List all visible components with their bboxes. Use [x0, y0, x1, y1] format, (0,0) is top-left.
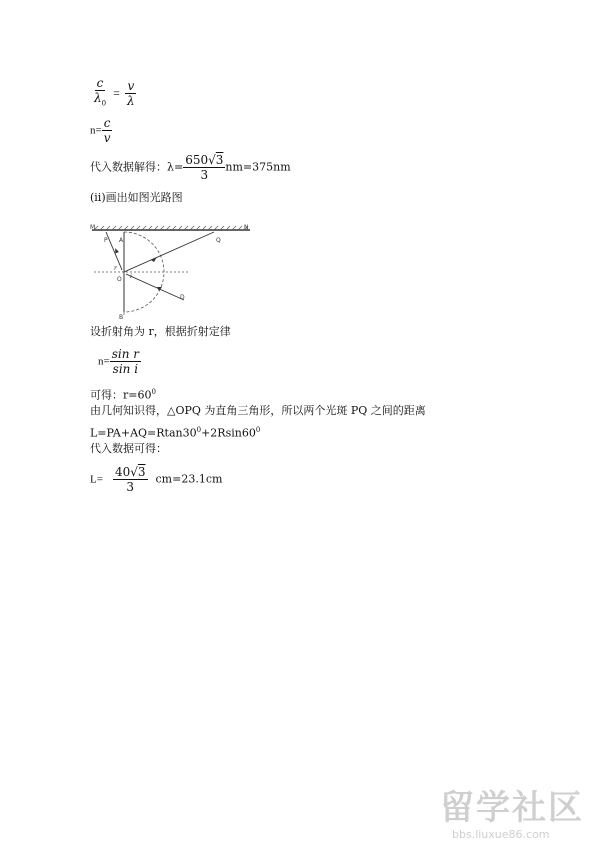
line3-denominator: 3 [200, 168, 209, 182]
eq1-equals: = [113, 86, 120, 101]
eq4-num-coef: 40 [114, 465, 131, 479]
label-q: Q [216, 237, 221, 244]
line-angle-result [90, 385, 156, 403]
eq1-lambda0: λ [94, 91, 102, 105]
line-wavelength-result: 代入数据解得：λ= $\frac{650√3}{3}$ nm=375nm [90, 153, 291, 182]
line-distance-formula [90, 423, 260, 441]
line6-prefix: 可得：r=60 [90, 388, 152, 402]
eq1-denominator-lambda: λ [127, 93, 135, 108]
line6-degree-sup: 0 [151, 388, 156, 396]
light-path-diagram [88, 220, 254, 320]
eq4-prefix: L= [90, 473, 103, 486]
line8-part2: +2Rsin60 [201, 426, 256, 440]
line-refraction-law: 设折射角为 r，根据折射定律 [90, 325, 231, 338]
eq2-numerator: c [103, 116, 111, 130]
line3-num-root: 3 [215, 153, 224, 167]
line-substitute: 代入数据可得： [90, 442, 167, 455]
equation-distance-result: L= $\frac{40√3}{3}$ cm=23.1cm [90, 465, 223, 494]
line8-part1: L=PA+AQ=Rtan30 [90, 426, 197, 440]
line8-sup2: 0 [255, 426, 261, 434]
eq3-numerator: sin r [111, 347, 139, 361]
line3-num-coef: 650 [185, 153, 209, 167]
line-draw-diagram: (ⅱ)画出如图光路图 [90, 191, 183, 204]
eq1-lambda0-subscript: 0 [101, 99, 107, 108]
eq2-prefix: n= [90, 124, 102, 137]
equation-refractive-index [90, 116, 113, 145]
line-geometry: 由几何知识得，△OPQ 为直角三角形，所以两个光斑 PQ 之间的距离 [90, 404, 426, 417]
watermark-logo: 留学社区 [440, 788, 584, 828]
label-m: M [90, 224, 96, 231]
eq2-denominator: v [103, 131, 111, 145]
ray-o-to-d [126, 274, 184, 300]
eq4-denominator: 3 [126, 480, 135, 494]
label-i: i [130, 273, 132, 280]
label-d: D [180, 294, 185, 301]
equation-wavelength-ratio [92, 76, 137, 110]
eq3-prefix: n= [98, 355, 110, 368]
eq1-numerator-c: c [96, 76, 104, 90]
line3-prefix: 代入数据解得：λ= [90, 160, 184, 174]
line8-sup1: 0 [196, 426, 202, 434]
label-r: r [114, 265, 117, 272]
eq1-numerator-v: v [127, 78, 135, 93]
label-o: O [117, 276, 122, 283]
eq3-denominator: sin i [112, 362, 139, 376]
label-b: B [119, 314, 124, 320]
label-p: P [104, 237, 108, 244]
eq4-num-root: 3 [137, 465, 146, 479]
equation-snell-law [98, 347, 141, 376]
label-n: N [244, 224, 249, 231]
line3-suffix: nm=375nm [225, 160, 291, 174]
label-a: A [119, 237, 124, 244]
watermark-url: bbs.liuxue86.com [452, 828, 550, 841]
eq4-suffix: cm=23.1cm [155, 472, 223, 486]
ray-o-to-q [124, 232, 214, 272]
